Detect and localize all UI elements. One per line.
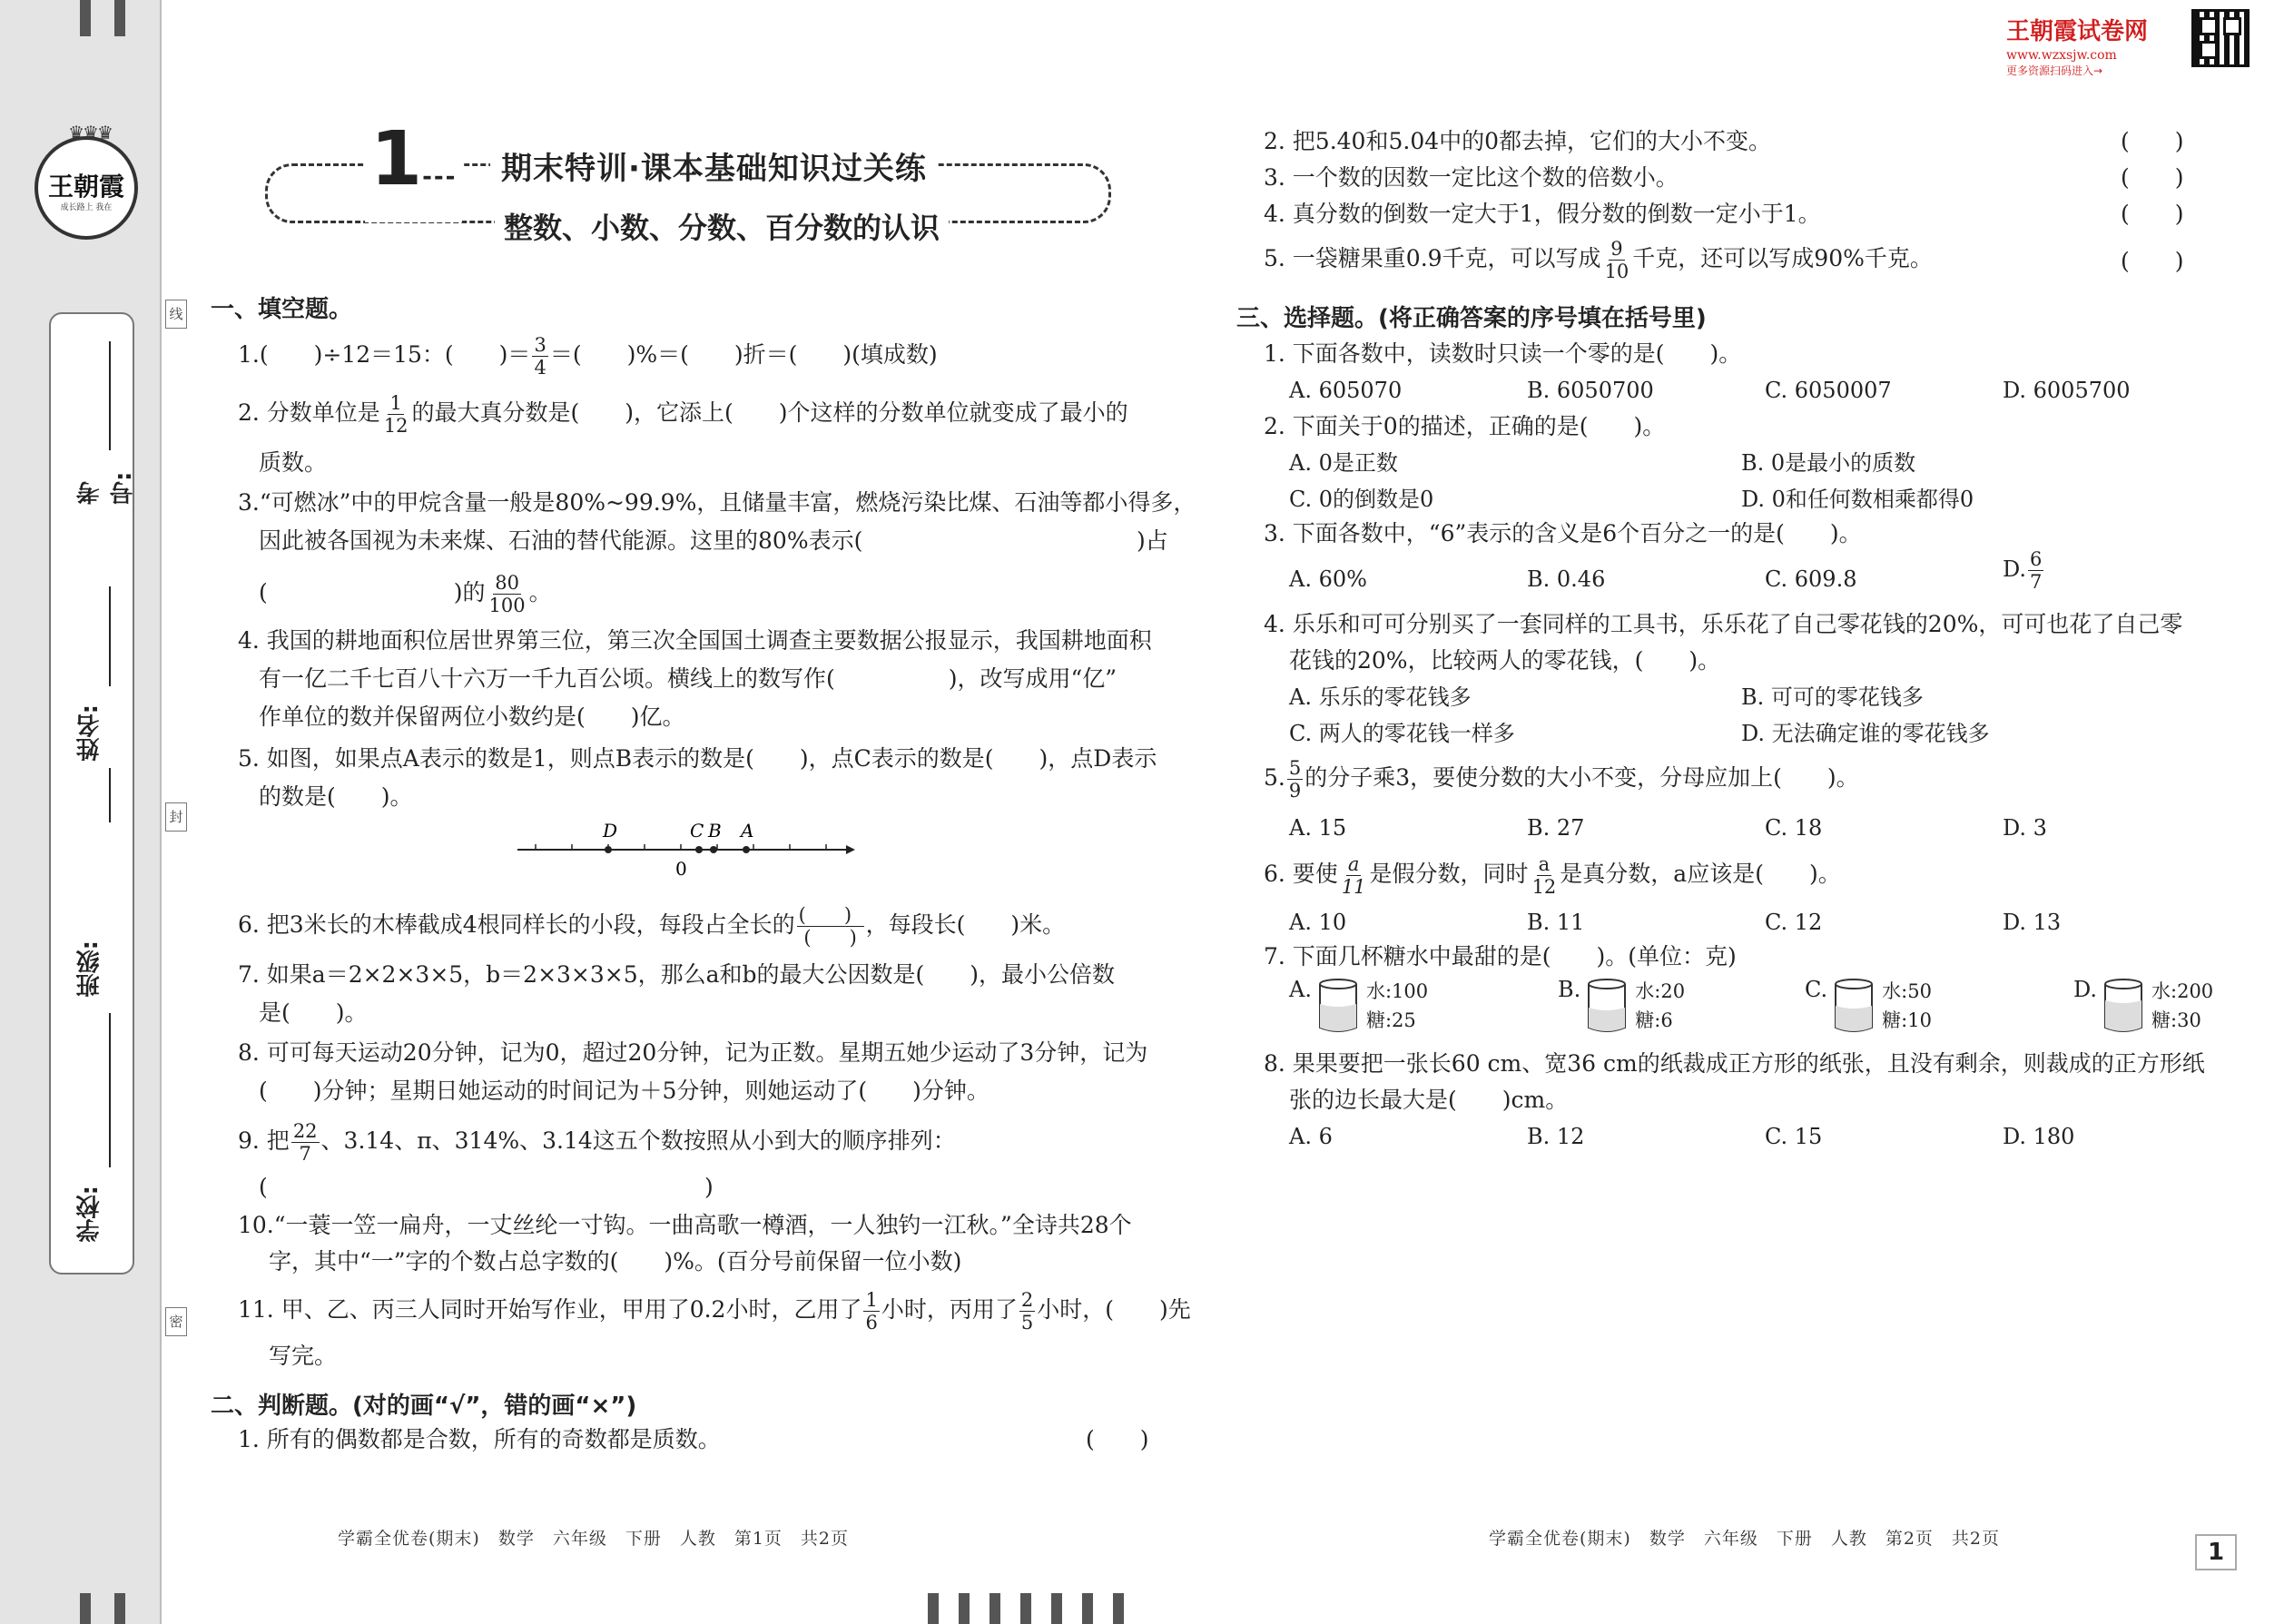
fill-q8-line1: 8. 可可每天运动20分钟，记为0，超过20分钟，记为正数。星期五她少运动了3分钟，记为 <box>238 1039 1148 1066</box>
school-field[interactable] <box>73 1176 113 1276</box>
option-d[interactable]: D. 0和任何数相乘都得0 <box>1741 487 1974 512</box>
publisher-logo <box>34 122 138 240</box>
fill-q6: 6. 把3米长的木棒截成4根同样长的小段，每段占全长的 $\frac{( )}{( )}$ ，每段长( )米。 <box>238 904 1066 949</box>
choice-q3-options <box>1289 548 2240 605</box>
logo-subtext: 成长路上 我在 <box>60 203 113 212</box>
number-line-figure <box>508 817 871 881</box>
cup-option-c[interactable]: C. 水:50 糖:10 <box>1805 977 2043 1035</box>
fraction: $\frac{a}{11}$ <box>1341 853 1366 898</box>
option-c[interactable]: C. 15 <box>1765 1124 1823 1149</box>
option-a[interactable]: A. 0是正数 <box>1289 450 1398 476</box>
unit-number: 1--- <box>365 114 462 222</box>
label-c: C <box>690 820 704 842</box>
page-subtitle: 整数、小数、分数、百分数的认识 <box>495 205 949 247</box>
point-b <box>710 846 717 853</box>
option-d[interactable]: D. 无法确定谁的零花钱多 <box>1741 721 1990 746</box>
footer-left: 学霸全优卷(期末) 数学 六年级 下册 人教 第1页 共2页 <box>338 1529 850 1549</box>
section2-heading: 二、判断题。(对的画“√”，错的画“×”) <box>211 1393 637 1420</box>
fill-q4-line1: 4. 我国的耕地面积位居世界第三位，第三次全国国土调查主要数据公报显示，我国耕地面积 <box>238 627 1152 654</box>
logo-name: 王朝霞 <box>47 172 124 202</box>
fill-q1: 1.( )÷12＝15：( )＝ $\frac{3}{4}$ ＝( )%＝( )折＝( )(填成数) <box>238 334 938 379</box>
fraction: $\frac{1}{12}$ <box>383 392 409 437</box>
judge-q1: 1. 所有的偶数都是合数，所有的奇数都是质数。 <box>238 1426 721 1452</box>
label-a: A <box>741 820 754 842</box>
class-label: 班级: <box>76 940 103 998</box>
fraction: $\frac{9}{10}$ <box>1604 238 1629 282</box>
option-d[interactable]: D. 6005700 <box>2003 378 2131 403</box>
cup-icon <box>1315 977 1361 1035</box>
section3-heading: 三、选择题。(将正确答案的序号填在括号里) <box>1236 305 1707 332</box>
crown-icon: ♛♛♛ <box>68 122 112 143</box>
cup-water: 水:50 <box>1882 980 1932 1002</box>
option-a[interactable]: A. 6 <box>1289 1124 1333 1149</box>
seal-mark-seal: 封 <box>165 802 187 832</box>
label-d: D <box>603 820 618 842</box>
option-d[interactable]: D. $\frac{6}{7}$ <box>2003 548 2043 593</box>
choice-q1-options <box>1289 372 2240 408</box>
fill-q5-line1: 5. 如图，如果点A表示的数是1，则点B表示的数是( )，点C表示的数是( )，点D表示 <box>238 745 1157 772</box>
option-a[interactable]: A. 10 <box>1289 910 1347 935</box>
point-a <box>743 846 750 853</box>
label-b: B <box>708 820 722 842</box>
student-info-box <box>49 312 137 1275</box>
fraction: $\frac{6}{7}$ <box>2030 548 2043 593</box>
name-label: 姓名: <box>76 704 103 762</box>
page-number: 1 <box>2195 1534 2237 1570</box>
name-field[interactable] <box>73 586 113 795</box>
bottom-center-register-marks <box>928 1593 1124 1624</box>
fraction: $\frac{80}{100}$ <box>488 572 526 616</box>
exam-number-field[interactable] <box>73 332 137 505</box>
option-a[interactable]: A. 605070 <box>1289 378 1403 403</box>
fill-q2: 2. 分数单位是 $\frac{1}{12}$ 的最大真分数是( )，它添上( )个这样的分数单位就变成了最小的 <box>238 392 1128 437</box>
choice-q1: 1. 下面各数中，读数时只读一个零的是( )。 <box>1264 340 1742 367</box>
fill-q8-line2: ( )分钟；星期日她运动的时间记为＋5分钟，则她运动了( )分钟。 <box>259 1078 989 1104</box>
label-zero: 0 <box>675 858 687 880</box>
option-b[interactable]: B. 0是最小的质数 <box>1741 450 1916 476</box>
fill-q4-line3: 作单位的数并保留两位小数约是( )亿。 <box>259 704 685 730</box>
choice-q8-line1: 8. 果果要把一张长60 cm、宽36 cm的纸裁成正方形的纸张，且没有剩余，则裁成的正方形纸 <box>1264 1050 2205 1077</box>
judge-q5-answer[interactable]: ( ) <box>2121 248 2184 274</box>
fill-q3-line1: 3.“可燃冰”中的甲烷含量一般是80%~99.9%，且储量丰富，燃烧污染比煤、石油等都小得多， <box>238 489 1196 516</box>
fraction: $\frac{3}{4}$ <box>534 334 546 379</box>
fill-q10-line2: 字，其中“一”字的个数占总字数的( )%。(百分号前保留一位小数) <box>269 1248 962 1275</box>
brand-name: 王朝霞试卷网 <box>2006 18 2149 45</box>
fill-q11-line1: 11. 甲、乙、丙三人同时开始写作业，甲用了0.2小时，乙用了 $\frac{1}{6}$ 小时，丙用了 $\frac{2}{5}$ 小时，( )先 <box>238 1289 1191 1334</box>
cup-icon <box>1584 977 1629 1035</box>
judge-q4: 4. 真分数的倒数一定大于1，假分数的倒数一定小于1。 <box>1264 201 1821 227</box>
cup-option-d[interactable]: D. 水:200 糖:30 <box>2073 977 2213 1035</box>
brand-block <box>2006 13 2188 78</box>
cup-sugar: 糖:10 <box>1882 1009 1932 1031</box>
choice-q4-line1: 4. 乐乐和可可分别买了一套同样的工具书，乐乐花了自己零花钱的20%，可可也花了自己零 <box>1264 611 2183 637</box>
fill-q2-cont: 质数。 <box>259 449 328 476</box>
blank-fraction[interactable]: $\frac{( )}{( )}$ <box>797 904 864 949</box>
cup-option-a[interactable]: A. 水:100 糖:25 <box>1289 977 1527 1035</box>
cup-icon <box>1831 977 1876 1035</box>
option-d[interactable]: D. 13 <box>2003 910 2062 935</box>
option-c[interactable]: C. 12 <box>1765 910 1823 935</box>
fill-q3-line3: ( )的 $\frac{80}{100}$ 。 <box>259 572 552 616</box>
fill-q9-answer-open[interactable]: ( <box>259 1174 268 1200</box>
option-b[interactable]: B. 11 <box>1527 910 1585 935</box>
choice-q4-line2: 花钱的20%，比较两人的零花钱，( )。 <box>1289 647 1721 674</box>
fill-q7-line2: 是( )。 <box>259 999 368 1026</box>
choice-q3: 3. 下面各数中，“6”表示的含义是6个百分之一的是( )。 <box>1264 520 1862 546</box>
fraction: $\frac{1}{6}$ <box>865 1289 878 1334</box>
fill-q7-line1: 7. 如果a＝2×2×3×5，b＝2×3×3×5，那么a和b的最大公因数是( )，最小公倍数 <box>238 961 1116 988</box>
school-label: 学校: <box>76 1186 103 1243</box>
choice-q4-options-row2 <box>1289 715 2193 752</box>
option-d[interactable]: D. 3 <box>2003 815 2047 841</box>
fraction: $\frac{a}{12}$ <box>1531 853 1557 898</box>
choice-q7-cups <box>1289 977 2244 1035</box>
judge-q2: 2. 把5.40和5.04中的0都去掉，它们的大小不变。 <box>1264 128 1772 154</box>
choice-q5-options <box>1289 810 2240 846</box>
qr-code-icon[interactable] <box>2191 9 2250 67</box>
option-c[interactable]: C. 6050007 <box>1765 378 1892 403</box>
cup-sugar: 糖:6 <box>1635 1009 1673 1031</box>
judge-q5: 5. 一袋糖果重0.9千克，可以写成 $\frac{9}{10}$ 千克，还可以写成90%千克。 <box>1264 238 1933 282</box>
option-b[interactable]: B. 12 <box>1527 1124 1585 1149</box>
binding-edge <box>160 0 162 1624</box>
fill-q11-line2: 写完。 <box>269 1343 338 1369</box>
choice-q2-options-row1 <box>1289 445 2193 481</box>
class-field[interactable] <box>73 913 113 1077</box>
option-d[interactable]: D. 180 <box>2003 1124 2075 1149</box>
choice-q8-options <box>1289 1118 2240 1155</box>
option-b[interactable]: B. 0.46 <box>1527 566 1606 592</box>
fraction: $\frac{5}{9}$ <box>1288 757 1302 802</box>
cup-sugar: 糖:30 <box>2151 1009 2201 1031</box>
choice-q6-options <box>1289 904 2240 940</box>
option-c[interactable]: C. 两人的零花钱一样多 <box>1289 721 1515 746</box>
option-b[interactable]: B. 6050700 <box>1527 378 1654 403</box>
judge-q3: 3. 一个数的因数一定比这个数的倍数小。 <box>1264 164 1679 191</box>
class-line <box>109 1013 111 1167</box>
fill-q5-line2: 的数是( )。 <box>259 783 413 810</box>
cup-sugar: 糖:25 <box>1365 1009 1416 1031</box>
exam-number-label: 考号: <box>76 471 137 505</box>
page-title: 期末特训·课本基础知识过关练 <box>490 143 938 188</box>
choice-q4-options-row1 <box>1289 679 2193 715</box>
judge-q1-answer[interactable]: ( ) <box>1086 1426 1149 1452</box>
fill-q3-line2: 因此被各国视为未来煤、石油的替代能源。这里的80%表示( <box>259 527 863 554</box>
choice-q5: 5. $\frac{5}{9}$ 的分子乘3，要使分数的大小不变，分母应加上( )。 <box>1264 757 1859 802</box>
cup-water: 水:100 <box>1365 980 1429 1002</box>
fill-q9-line1: 9. 把 $\frac{22}{7}$ 、3.14、π、314%、3.14这五个数按照从小到大的顺序排列： <box>238 1120 956 1165</box>
bottom-left-register-marks <box>80 1593 125 1624</box>
option-c[interactable]: C. 18 <box>1765 815 1823 841</box>
cup-water: 水:200 <box>2151 980 2214 1002</box>
point-c <box>695 846 703 853</box>
choice-q2-options-row2 <box>1289 481 2193 517</box>
fraction: $\frac{2}{5}$ <box>1020 1289 1034 1334</box>
arrow-icon <box>846 845 855 854</box>
seal-mark-secret: 密 <box>165 1307 187 1336</box>
choice-q7: 7. 下面几杯糖水中最甜的是( )。(单位：克) <box>1264 943 1737 969</box>
section1-heading: 一、填空题。 <box>211 296 353 323</box>
fill-q3-line2-end: )占 <box>1137 527 1168 554</box>
judge-q3-answer[interactable]: ( ) <box>2121 164 2184 191</box>
top-register-marks <box>80 0 125 36</box>
judge-q4-answer[interactable]: ( ) <box>2121 201 2184 227</box>
choice-q6: 6. 要使 $\frac{a}{11}$ 是假分数，同时 $\frac{a}{12}$ 是真分数，a应该是( )。 <box>1264 853 1841 898</box>
option-b[interactable]: B. 27 <box>1527 815 1585 841</box>
brand-url[interactable]: www.wzxsjw.com <box>2006 48 2117 63</box>
choice-q2: 2. 下面关于0的描述，正确的是( )。 <box>1264 413 1666 439</box>
cup-icon <box>2101 977 2146 1035</box>
seal-mark-line: 线 <box>165 300 187 329</box>
fill-q9-answer-close: ) <box>704 1174 714 1200</box>
brand-more: 更多资源扫码进入→ <box>2006 64 2103 77</box>
fill-q10-line1: 10.“一蓑一笠一扁舟，一丈丝纶一寸钩。一曲高歌一樽酒，一人独钓一江秋。”全诗共28个 <box>238 1212 1132 1238</box>
choice-q8-line2: 张的边长最大是( )cm。 <box>1289 1087 1569 1113</box>
name-line <box>109 586 111 686</box>
option-c[interactable]: C. 609.8 <box>1765 566 1857 592</box>
dash-decoration: --- <box>422 163 458 191</box>
footer-right: 学霸全优卷(期末) 数学 六年级 下册 人教 第2页 共2页 <box>1489 1529 2001 1549</box>
option-a[interactable]: A. 60% <box>1289 566 1367 592</box>
option-c[interactable]: C. 0的倒数是0 <box>1289 487 1434 512</box>
option-b[interactable]: B. 可可的零花钱多 <box>1741 684 1924 710</box>
option-a[interactable]: A. 乐乐的零花钱多 <box>1289 684 1472 710</box>
exam-number-line <box>109 341 111 450</box>
name-line-lower <box>109 768 111 822</box>
point-d <box>605 846 612 853</box>
option-a[interactable]: A. 15 <box>1289 815 1347 841</box>
judge-q2-answer[interactable]: ( ) <box>2121 128 2184 154</box>
cup-option-b[interactable]: B. 水:20 糖:6 <box>1558 977 1774 1035</box>
fill-q4-line2: 有一亿二千七百八十六万一千九百公顷。横线上的数写作( )，改写成用“亿” <box>259 665 1117 692</box>
cup-water: 水:20 <box>1635 980 1686 1002</box>
fraction: $\frac{22}{7}$ <box>292 1120 318 1165</box>
